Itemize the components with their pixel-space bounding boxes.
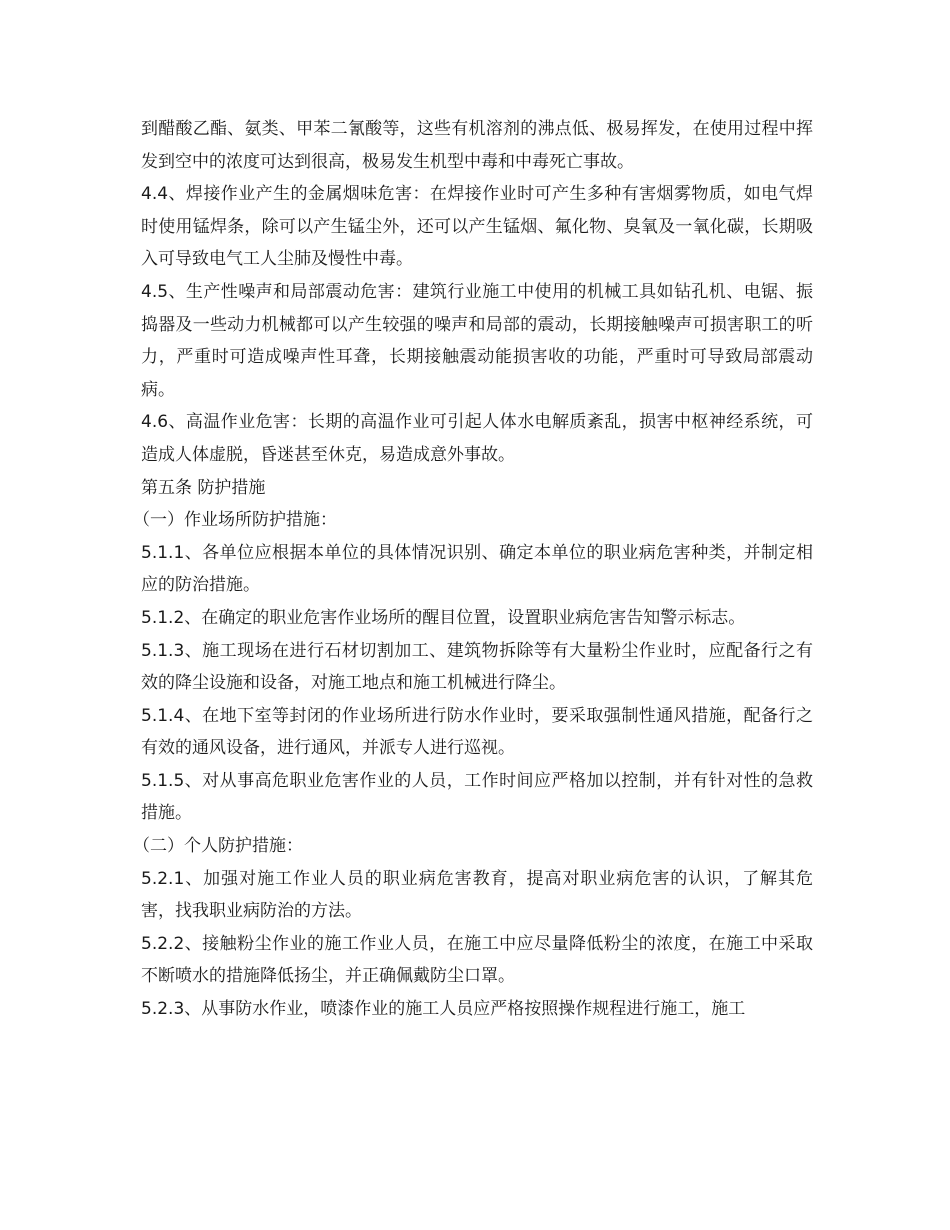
paragraph-5-1-1: 5.1.1、各单位应根据本单位的具体情况识别、确定本单位的职业病危害种类，并制定相应的防治措施。 [141, 542, 813, 596]
paragraph-5-2-3: 5.2.3、从事防水作业，喷漆作业的施工人员应严格按照操作规程进行施工，施工 [141, 999, 746, 1020]
paragraph-5-2-1: 5.2.1、加强对施工作业人员的职业病危害教育，提高对职业病危害的认识，了解其危害，找我职业病防治的方法。 [141, 868, 813, 922]
paragraph-4-4-welding-fumes: 4.4、焊接作业产生的金属烟味危害：在焊接作业时可产生多种有害烟雾物质，如电气焊时使用锰焊条，除可以产生锰尘外，还可以产生锰烟、氟化物、臭氧及一氧化碳，长期吸入可导致电气工人尘肺及慢性中毒。 [141, 184, 813, 270]
section-heading-article-5: 第五条 防护措施 [141, 477, 266, 498]
document-body [133, 113, 813, 1026]
paragraph-5-1-3: 5.1.3、施工现场在进行石材切割加工、建筑物拆除等有大量粉尘作业时，应配备行之有效的降尘设施和设备，对施工地点和施工机械进行降尘。 [141, 640, 813, 694]
paragraph-4-5-noise-vibration: 4.5、生产性噪声和局部震动危害：建筑行业施工中使用的机械工具如钻孔机、电锯、振捣器及一些动力机械都可以产生较强的噪声和局部的震动，长期接触噪声可损害职工的听力，严重时可造成噪声性耳聋，长期接触震动能损害收的功能，严重时可导致局部震动病。 [141, 281, 813, 400]
paragraph-solvent-continuation: 到醋酸乙酯、氨类、甲苯二氰酸等，这些有机溶剂的沸点低、极易挥发，在使用过程中挥发到空中的浓度可达到很高，极易发生机型中毒和中毒死亡事故。 [141, 119, 813, 172]
paragraph-5-2-2: 5.2.2、接触粉尘作业的施工作业人员，在施工中应尽量降低粉尘的浓度，在施工中采取不断喷水的措施降低扬尘，并正确佩戴防尘口罩。 [141, 933, 813, 987]
paragraph-5-1-2: 5.1.2、在确定的职业危害作业场所的醒目位置，设置职业病危害告知警示标志。 [141, 607, 746, 628]
paragraph-4-6-high-temperature: 4.6、高温作业危害：长期的高温作业可引起人体水电解质紊乱，损害中枢神经系统，可造成人体虚脱，昏迷甚至休克，易造成意外事故。 [141, 412, 813, 465]
subheading-personal-protection: （二）个人防护措施： [133, 836, 303, 857]
paragraph-5-1-5: 5.1.5、对从事高危职业危害作业的人员，工作时间应严格加以控制，并有针对性的急救措施。 [141, 770, 813, 824]
subheading-workplace-protection: （一）作业场所防护措施： [133, 510, 337, 531]
paragraph-5-1-4: 5.1.4、在地下室等封闭的作业场所进行防水作业时，要采取强制性通风措施，配备行之有效的通风设备，进行通风，并派专人进行巡视。 [141, 705, 813, 759]
